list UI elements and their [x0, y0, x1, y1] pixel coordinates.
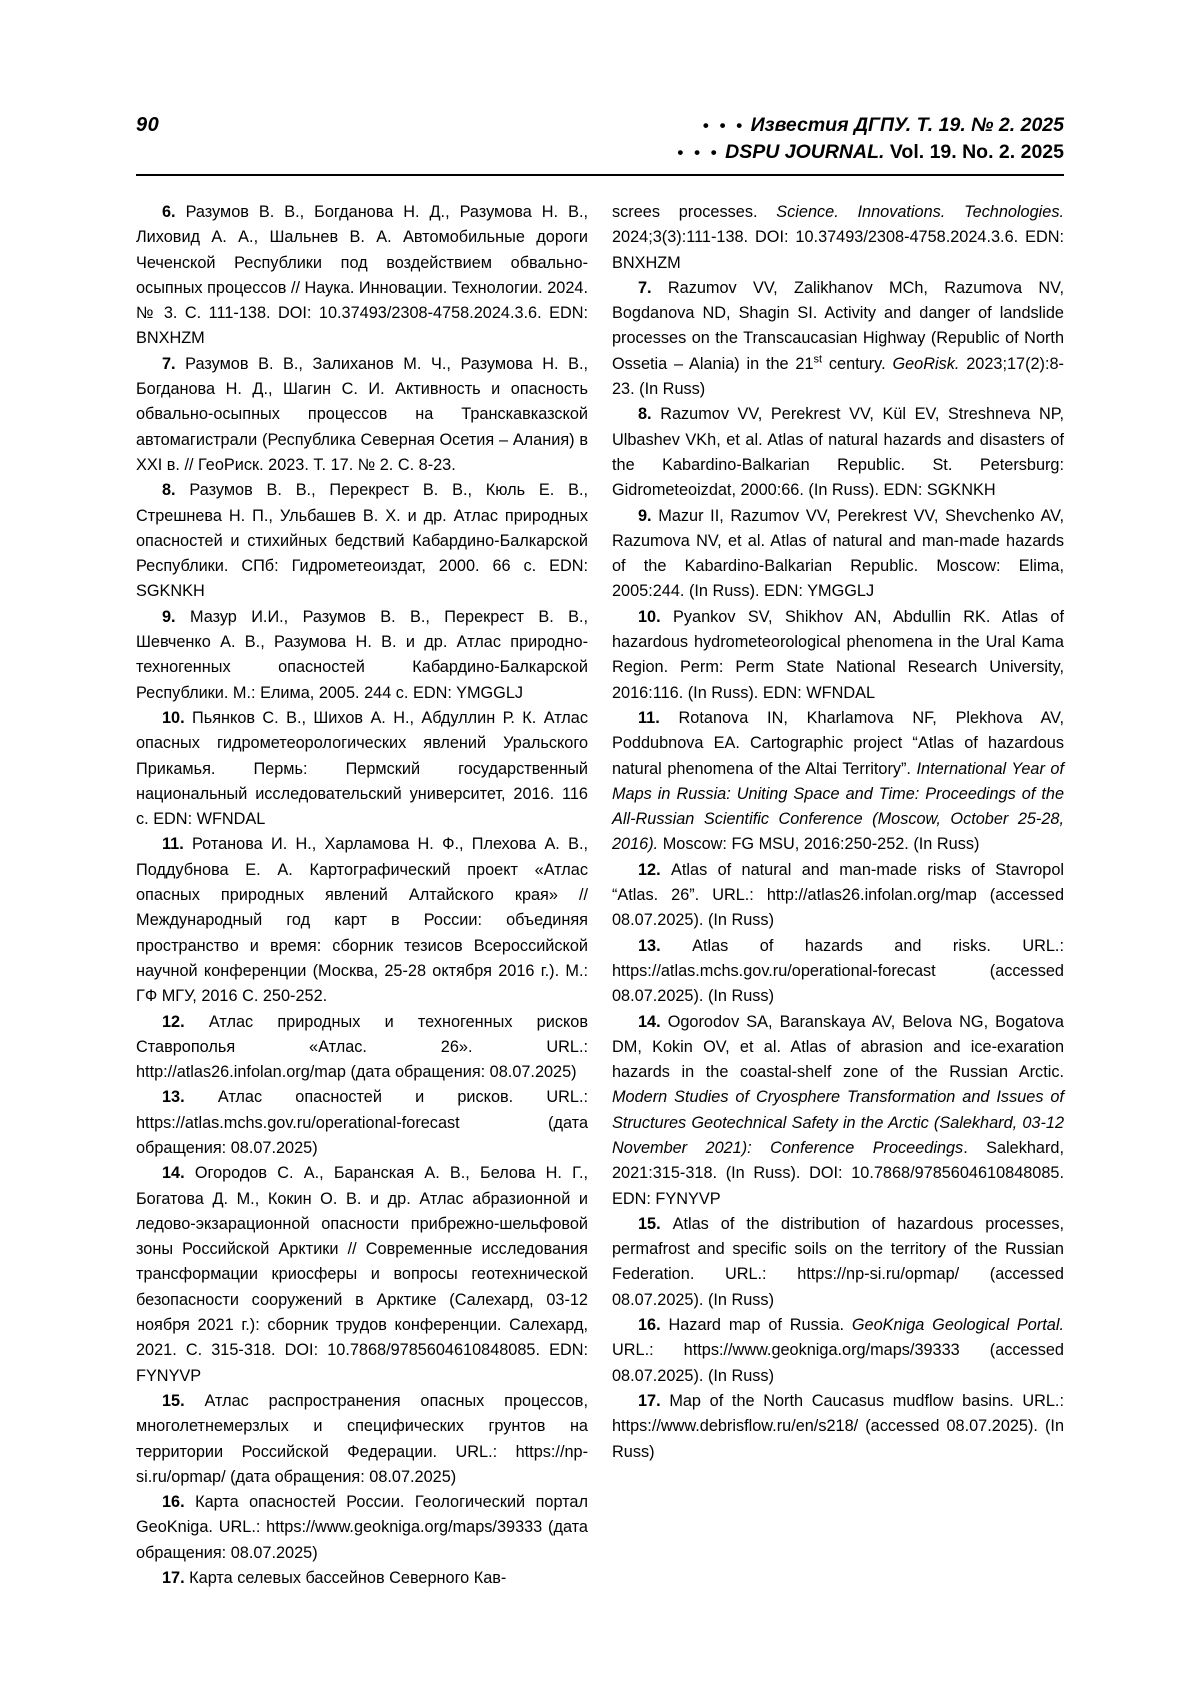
reference-text: Карта опасностей России. Геологический портал GeoKniga. URL.: https://www.geokniga.org/maps/39333 (дата обращения: 08.07.2025)	[136, 1493, 588, 1562]
reference-text: Атлас распространения опасных процессов, многолетнемерзлых и специфических грунтов на территории Российской Федерации. URL.: https://np-si.ru/opmap/ (дата обращения: 08.07.2025)	[136, 1391, 588, 1486]
reference-item	[136, 478, 588, 604]
reference-text: Razumov VV, Perekrest VV, Kül EV, Streshneva NP, Ulbashev VKh, et al. Atlas of natural hazards and disasters of the Kabardino-Balkarian Republic. St. Petersburg: Gidrometeoizdat, 2000:66. (In Russ). EDN: SGKNKH	[612, 405, 1064, 500]
reference-number: 7.	[638, 278, 668, 297]
reference-text: Rotanova IN, Kharlamova NF, Plekhova AV, Poddubnova EA. Cartographic project “Atlas of hazardous natural phenomena of the Altai Territory”.	[612, 708, 1064, 778]
reference-number: 17.	[162, 1569, 190, 1588]
reference-item	[136, 832, 588, 1009]
reference-number: 13.	[162, 1088, 218, 1107]
reference-text: Разумов В. В., Залиханов М. Ч., Разумова Н. В., Богданова Н. Д., Шагин С. И. Активность и опасность обвально-осыпных процессов на Транскавказской автомагистрали (Республика Северная Осетия – Алания) в XXI в. // ГеоРиск. 2023. Т. 17. № 2. С. 8-23.	[136, 354, 588, 474]
journal-title-block	[677, 112, 1064, 166]
reference-number: 16.	[638, 1316, 669, 1335]
reference-text: Atlas of the distribution of hazardous processes, permafrost and specific soils on the territory of the Russian Federation. URL.: https://np-si.ru/opmap/ (accessed 08.07.2025). (In Russ)	[612, 1214, 1064, 1309]
journal-name-en: DSPU JOURNAL.	[725, 141, 885, 163]
reference-text: Мазур И.И., Разумов В. В., Перекрест В. В., Шевченко А. В., Разумова Н. В. и др. Атлас природно-техногенных опасностей Кабардино-Балкарской Республики. М.: Елима, 2005. 244 с. EDN: YMGGLJ	[136, 607, 588, 702]
reference-item	[612, 1389, 1064, 1465]
reference-text: Огородов С. А., Баранская А. В., Белова Н. Г., Богатова Д. М., Кокин О. В. и др. Атлас абразионной и ледово-экзарационной опасности прибрежно-шельфовой зоны Российской Арктики // Современные исследования трансформации криосферы и вопросы геотехнической безопасности сооружений в Арктике (Салехард, 03-12 ноября 2021 г.): сборник трудов конференции. Салехард, 2021. С. 315-318. DOI: 10.7868/9785604610848085. EDN: FYNYVP	[136, 1164, 588, 1385]
reference-text: Atlas of hazards and risks. URL.: https://atlas.mchs.gov.ru/operational-forecast (accessed 08.07.2025). (In Russ)	[612, 936, 1064, 1006]
reference-item	[136, 1010, 588, 1086]
reference-item	[136, 1490, 588, 1566]
reference-number: 13.	[638, 936, 693, 955]
header-divider	[136, 174, 1064, 176]
reference-text: Разумов В. В., Богданова Н. Д., Разумова Н. В., Лиховид А. А., Шальнев В. А. Автомобильные дороги Чеченской Республики под воздействием обвально-осыпных процессов // Наука. Инновации. Технологии. 2024. № 3. С. 111-138. DOI: 10.37493/2308-4758.2024.3.6. EDN: BNXHZM	[136, 203, 588, 348]
reference-item	[612, 1313, 1064, 1389]
reference-item	[136, 1085, 588, 1161]
reference-text: Hazard map of Russia.	[668, 1316, 852, 1335]
reference-number: 15.	[638, 1214, 673, 1233]
reference-item	[612, 504, 1064, 605]
reference-item	[612, 200, 1064, 276]
reference-text: Разумов В. В., Перекрест В. В., Кюль Е. В., Стрешнева Н. П., Ульбашев В. Х. и др. Атлас природных опасностей и стихийных бедствий Кабардино-Балкарской Республики. СПб: Гидрометеоиздат, 2000. 66 с. EDN: SGKNKH	[136, 481, 588, 601]
reference-number: 16.	[162, 1493, 196, 1512]
reference-item	[136, 1161, 588, 1389]
reference-number: 9.	[162, 607, 190, 626]
reference-item	[136, 352, 588, 478]
reference-text: Pyankov SV, Shikhov AN, Abdullin RK. Atlas of hazardous hydrometeorological phenomena in the Ural Kama Region. Perm: Perm State National Research University, 2016:116. (In Russ). EDN: WFNDAL	[612, 607, 1064, 702]
page-header	[136, 112, 1064, 166]
reference-text: Moscow: FG MSU, 2016:250-252. (In Russ)	[658, 835, 980, 854]
reference-number: 7.	[162, 354, 186, 373]
reference-list-en	[612, 200, 1064, 1591]
reference-number: 11.	[162, 835, 192, 854]
dots-decoration-2: • • •	[677, 143, 720, 162]
reference-text: screes processes.	[612, 203, 777, 221]
reference-text: International Year of Maps in Russia: Uniting Space and Time: Proceedings of the All-Russian Scientific Conference (Moscow, October 25-28, 2016).	[612, 759, 1064, 854]
reference-number: 10.	[162, 708, 193, 727]
reference-item	[612, 1212, 1064, 1313]
reference-number: 12.	[638, 860, 672, 879]
reference-text: Mazur II, Razumov VV, Perekrest VV, Shevchenko AV, Razumova NV, et al. Atlas of natural and man-made hazards of the Kabardino-Balkarian Republic. Moscow: Elima, 2005:244. (In Russ). EDN: YMGGLJ	[612, 506, 1064, 601]
reference-columns	[136, 200, 1064, 1591]
reference-item	[136, 605, 588, 706]
reference-text: Пьянков С. В., Шихов А. Н., Абдуллин Р. К. Атлас опасных гидрометеорологических явлений Уральского Прикамья. Пермь: Пермский государственный национальный исследовательский университет, 2016. 116 с. EDN: WFNDAL	[136, 708, 588, 829]
reference-text: 2023;17(2):8-23. (In Russ)	[612, 354, 1064, 399]
reference-number: 8.	[162, 481, 190, 500]
dots-decoration: • • •	[702, 116, 746, 135]
reference-item	[612, 1010, 1064, 1212]
reference-text: URL.: https://www.geokniga.org/maps/39333 (accessed 08.07.2025). (In Russ)	[612, 1341, 1064, 1385]
reference-item	[136, 200, 588, 352]
reference-text: Map of the North Caucasus mudflow basins. URL.: https://www.debrisflow.ru/en/s218/ (accessed 08.07.2025). (In Russ)	[612, 1391, 1064, 1461]
reference-text: GeoRisk.	[892, 354, 960, 373]
journal-title-en	[677, 139, 1064, 166]
reference-text: Атлас опасностей и рисков. URL.: https://atlas.mchs.gov.ru/operational-forecast (дата обращения: 08.07.2025)	[136, 1088, 588, 1157]
journal-issue-en: Vol. 19. No. 2. 2025	[884, 141, 1064, 163]
reference-item	[612, 276, 1064, 402]
reference-text: Razumov VV, Zalikhanov MCh, Razumova NV, Bogdanova ND, Shagin SI. Activity and danger of landslide processes on the Transcaucasian Highway (Republic of North Ossetia – Alania) in the 21	[612, 278, 1065, 373]
reference-text: . Salekhard, 2021:315-318. (In Russ). DOI: 10.7868/9785604610848085. EDN: FYNYVP	[612, 1138, 1064, 1208]
reference-text: century.	[822, 354, 893, 373]
page-number: 90	[136, 114, 160, 136]
reference-item	[136, 1566, 588, 1591]
reference-item	[612, 934, 1064, 1010]
reference-text: Ротанова И. Н., Харламова Н. Ф., Плехова А. В., Поддубнова Е. А. Картографический проект «Атлас опасных природных явлений Алтайского края» // Международный год карт в России: объединяя пространство и время: сборник тезисов Всероссийской научной конференции (Москва, 25-28 октября 2016 г.). М.: ГФ МГУ, 2016 С. 250-252.	[136, 835, 588, 1006]
journal-issue-ru: Т. 19. № 2. 2025	[911, 114, 1064, 136]
reference-number: 12.	[162, 1012, 209, 1031]
reference-text: Science. Innovations. Technologies.	[776, 203, 1064, 221]
reference-item	[612, 605, 1064, 706]
reference-list-ru	[136, 200, 588, 1591]
reference-item	[612, 858, 1064, 934]
reference-item	[612, 402, 1064, 503]
reference-text: Карта селевых бассейнов Северного Кав-	[189, 1569, 507, 1588]
reference-text: Atlas of natural and man-made risks of Stavropol “Atlas. 26”. URL.: http://atlas26.infolan.org/map (accessed 08.07.2025). (In Russ)	[612, 860, 1064, 930]
reference-text: GeoKniga Geological Portal.	[851, 1316, 1064, 1335]
reference-number: 17.	[638, 1391, 670, 1410]
reference-number: 8.	[638, 405, 661, 424]
reference-number: 15.	[162, 1391, 205, 1410]
journal-title-ru	[677, 112, 1064, 139]
reference-number: 11.	[638, 708, 679, 727]
reference-text: Атлас природных и техногенных рисков Ставрополья «Атлас. 26». URL.: http://atlas26.infolan.org/map (дата обращения: 08.07.2025)	[136, 1012, 588, 1082]
reference-text: Modern Studies of Cryosphere Transformation and Issues of Structures Geotechnical Safety in the Arctic (Salekhard, 03-12 November 2021): Conference Proceedings	[612, 1088, 1064, 1157]
reference-number: 6.	[162, 203, 186, 221]
reference-item	[136, 1389, 588, 1490]
journal-name-ru: Известия ДГПУ.	[750, 114, 912, 136]
reference-text: Ogorodov SA, Baranskaya AV, Belova NG, Bogatova DM, Kokin OV, et al. Atlas of abrasion and ice-exaration hazards in the coastal-shelf zone of the Russian Arctic.	[612, 1012, 1064, 1082]
reference-number: 9.	[638, 506, 659, 525]
reference-item	[612, 706, 1064, 858]
reference-text: st	[813, 353, 823, 366]
reference-number: 14.	[638, 1012, 668, 1031]
reference-number: 10.	[638, 607, 674, 626]
reference-number: 14.	[162, 1164, 195, 1183]
reference-text: 2024;3(3):111-138. DOI: 10.37493/2308-4758.2024.3.6. EDN: BNXHZM	[612, 228, 1064, 272]
reference-item	[136, 706, 588, 832]
